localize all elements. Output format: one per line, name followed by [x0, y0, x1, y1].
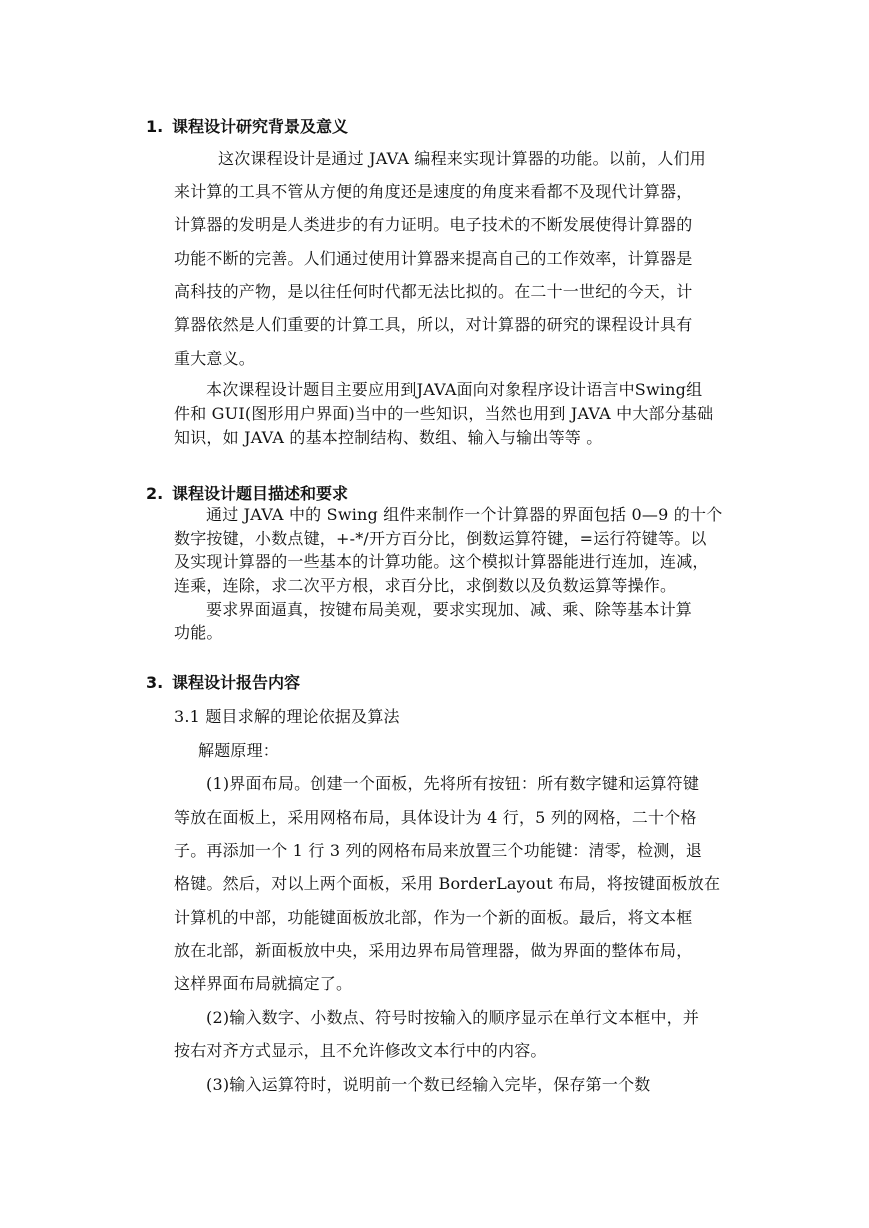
paragraph-line: 这样界面布局就搞定了。: [174, 974, 353, 993]
section-title: 课程设计题目描述和要求: [172, 484, 349, 503]
paragraph-line: (2)输入数字、小数点、符号时按输入的顺序显示在单行文本框中，并: [206, 1008, 700, 1027]
paragraph-line: 子。再添加一个 1 行 3 列的网格布局来放置三个功能键：清零，检测，退: [174, 841, 702, 860]
paragraph-line: 本次课程设计题目主要应用到JAVA面向对象程序设计语言中Swing组: [206, 380, 703, 399]
paragraph-line: 计算器的发明是人类进步的有力证明。电子技术的不断发展使得计算器的: [174, 215, 693, 234]
section-3-heading: [146, 670, 300, 693]
paragraph-line: 按右对齐方式显示，且不允许修改文本行中的内容。: [174, 1041, 547, 1060]
section-title: 课程设计研究背景及意义: [172, 117, 349, 136]
section-number: 2.: [146, 484, 164, 503]
paragraph-line: 连乘，连除，求二次平方根，求百分比，求倒数以及负数运算等操作。: [174, 576, 677, 595]
subsection-heading: 3.1 题目求解的理论依据及算法: [174, 707, 400, 726]
paragraph-line: 数字按键，小数点键，+-*/开方百分比，倒数运算符键，=运行符键等。以: [174, 529, 707, 548]
paragraph-line: 算器依然是人们重要的计算工具，所以，对计算器的研究的课程设计具有: [174, 315, 693, 334]
paragraph-line: 功能。: [174, 623, 223, 642]
paragraph-line: 通过 JAVA 中的 Swing 组件来制作一个计算器的界面包括 0—9 的十个: [206, 505, 723, 524]
paragraph-line: 件和 GUI(图形用户界面)当中的一些知识，当然也用到 JAVA 中大部分基础: [174, 404, 714, 423]
paragraph-line: 格键。然后，对以上两个面板，采用 BorderLayout 布局，将按键面板放在: [174, 874, 721, 893]
paragraph-line: 放在北部，新面板放中央，采用边界布局管理器，做为界面的整体布局，: [174, 941, 693, 960]
section-1-heading: [146, 114, 348, 137]
section-title: 课程设计报告内容: [172, 673, 301, 692]
section-2-heading: [146, 481, 348, 504]
paragraph-line: 计算机的中部，功能键面板放北部，作为一个新的面板。最后，将文本框: [174, 908, 693, 927]
paragraph-line: 等放在面板上，采用网格布局，具体设计为 4 行，5 列的网格，二十个格: [174, 808, 697, 827]
section-number: 3.: [146, 673, 164, 692]
paragraph-line: 及实现计算器的一些基本的计算功能。这个模拟计算器能进行连加，连减，: [174, 552, 709, 571]
paragraph-line: 要求界面逼真，按键布局美观，要求实现加、减、乘、除等基本计算: [206, 600, 693, 619]
paragraph-line: 这次课程设计是通过 JAVA 编程来实现计算器的功能。以前，人们用: [218, 149, 706, 168]
paragraph-line: 来计算的工具不管从方便的角度还是速度的角度来看都不及现代计算器，: [174, 182, 693, 201]
paragraph-line: 高科技的产物，是以往任何时代都无法比拟的。在二十一世纪的今天，计: [174, 282, 693, 301]
paragraph-line: 重大意义。: [174, 349, 256, 368]
paragraph-line: 解题原理：: [198, 741, 280, 760]
section-number: 1.: [146, 117, 164, 136]
paragraph-line: 功能不断的完善。人们通过使用计算器来提高自己的工作效率，计算器是: [174, 249, 693, 268]
paragraph-line: (1)界面布局。创建一个面板，先将所有按钮：所有数字键和运算符键: [206, 774, 700, 793]
paragraph-line: 知识，如 JAVA 的基本控制结构、数组、输入与输出等等 。: [174, 428, 603, 447]
paragraph-line: (3)输入运算符时，说明前一个数已经输入完毕，保存第一个数: [206, 1075, 651, 1094]
